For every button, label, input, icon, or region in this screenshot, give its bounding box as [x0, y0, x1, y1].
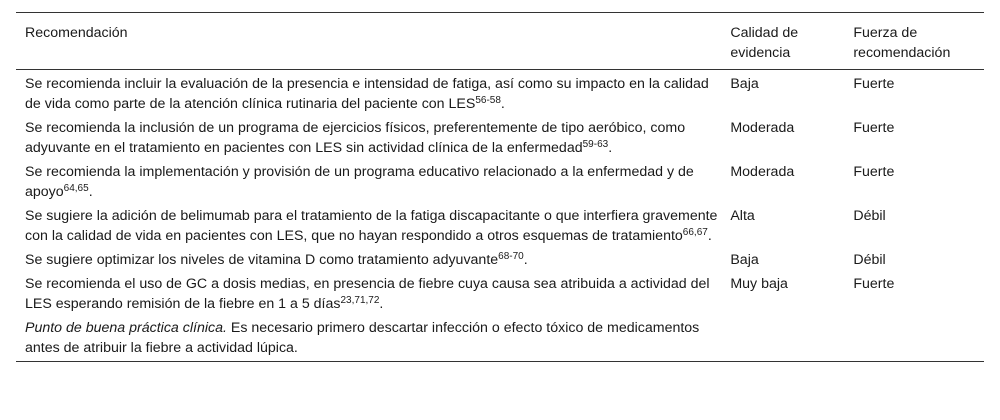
table-row: [16, 249, 984, 273]
table-header: [16, 13, 984, 70]
sentence-end: .: [379, 296, 384, 312]
reference-superscript: 68-70: [498, 251, 524, 262]
good-practice-cell: [16, 317, 721, 362]
strength-cell: Fuerte: [853, 164, 895, 180]
empty-evidence-cell: [721, 317, 844, 362]
strength-cell: Fuerte: [853, 76, 895, 92]
recommendation-text: Se sugiere optimizar los niveles de vitamina D como tratamiento adyuvante: [25, 252, 499, 268]
table-row: [16, 70, 984, 118]
sentence-end: .: [523, 252, 528, 268]
evidence-cell: Alta: [730, 208, 755, 224]
recommendation-text: Se recomienda la inclusión de un programa de ejercicios físicos, preferentemente de tipo aeróbico, como adyuvante en el tratamiento en pacientes con LES sin actividad clínica de la enfermedad: [25, 120, 686, 156]
strength-cell: Débil: [853, 208, 886, 224]
recommendation-cell: [16, 273, 721, 317]
recommendation-text: Se recomienda incluir la evaluación de la presencia e intensidad de fatiga, así como su impacto en la calidad de vida como parte de la atención clínica rutinaria del paciente con LES: [25, 76, 709, 112]
table-body: [16, 70, 984, 362]
reference-superscript: 23,71,72: [340, 295, 380, 306]
header-recommendation: [16, 13, 721, 70]
recommendation-cell: [16, 205, 721, 249]
reference-superscript: 64,65: [63, 183, 89, 194]
sentence-end: .: [500, 96, 505, 112]
sentence-end: .: [608, 140, 613, 156]
table-row: [16, 117, 984, 161]
header-evidence-line2: evidencia: [730, 45, 791, 61]
recommendation-text: Se recomienda la implementación y provisión de un programa educativo relacionado a la enfermedad y de apoyo: [25, 164, 694, 200]
table-row: [16, 273, 984, 317]
recommendations-table: [16, 12, 984, 362]
header-row: [16, 13, 984, 70]
sentence-end: .: [707, 228, 712, 244]
reference-superscript: 66,67: [682, 227, 708, 238]
recommendation-text: Se sugiere la adición de belimumab para el tratamiento de la fatiga discapacitante o que interfiera gravemente con la calidad de vida en pacientes con LES, que no hayan respondido a otros esquemas de tratamiento: [25, 208, 718, 244]
header-strength-line1: Fuerza de: [853, 25, 918, 41]
evidence-cell: Moderada: [730, 164, 795, 180]
recommendation-cell: [16, 249, 721, 273]
strength-cell: Fuerte: [853, 276, 895, 292]
table-row: [16, 161, 984, 205]
strength-cell: Débil: [853, 252, 886, 268]
header-evidence-quality: [721, 13, 844, 70]
reference-superscript: 56-58: [475, 95, 501, 106]
good-practice-row: [16, 317, 984, 362]
evidence-cell: Baja: [730, 252, 759, 268]
recommendation-text: Se recomienda el uso de GC a dosis medias, en presencia de fiebre cuya causa sea atribuida a actividad del LES esperando remisión de la fiebre en 1 a 5 días: [25, 276, 710, 312]
header-strength-line2: recomendación: [853, 45, 951, 61]
recommendation-cell: [16, 117, 721, 161]
recommendation-cell: [16, 161, 721, 205]
strength-cell: Fuerte: [853, 120, 895, 136]
good-practice-label: Punto de buena práctica clínica.: [25, 320, 227, 336]
evidence-cell: Muy baja: [730, 276, 788, 292]
sentence-end: .: [88, 184, 93, 200]
recommendations-table-container: [16, 12, 984, 362]
evidence-cell: Moderada: [730, 120, 795, 136]
good-practice-text: Es necesario primero descartar infección o efecto tóxico de medicamentos antes de atribuir la fiebre a actividad lúpica.: [25, 320, 700, 356]
header-recommendation-strength: [844, 13, 984, 70]
table-row: [16, 205, 984, 249]
header-recommendation-label: Recomendación: [25, 25, 128, 41]
reference-superscript: 59-63: [582, 139, 609, 150]
recommendation-cell: [16, 70, 721, 118]
evidence-cell: Baja: [730, 76, 759, 92]
empty-strength-cell: [844, 317, 984, 362]
header-evidence-line1: Calidad de: [730, 25, 799, 41]
